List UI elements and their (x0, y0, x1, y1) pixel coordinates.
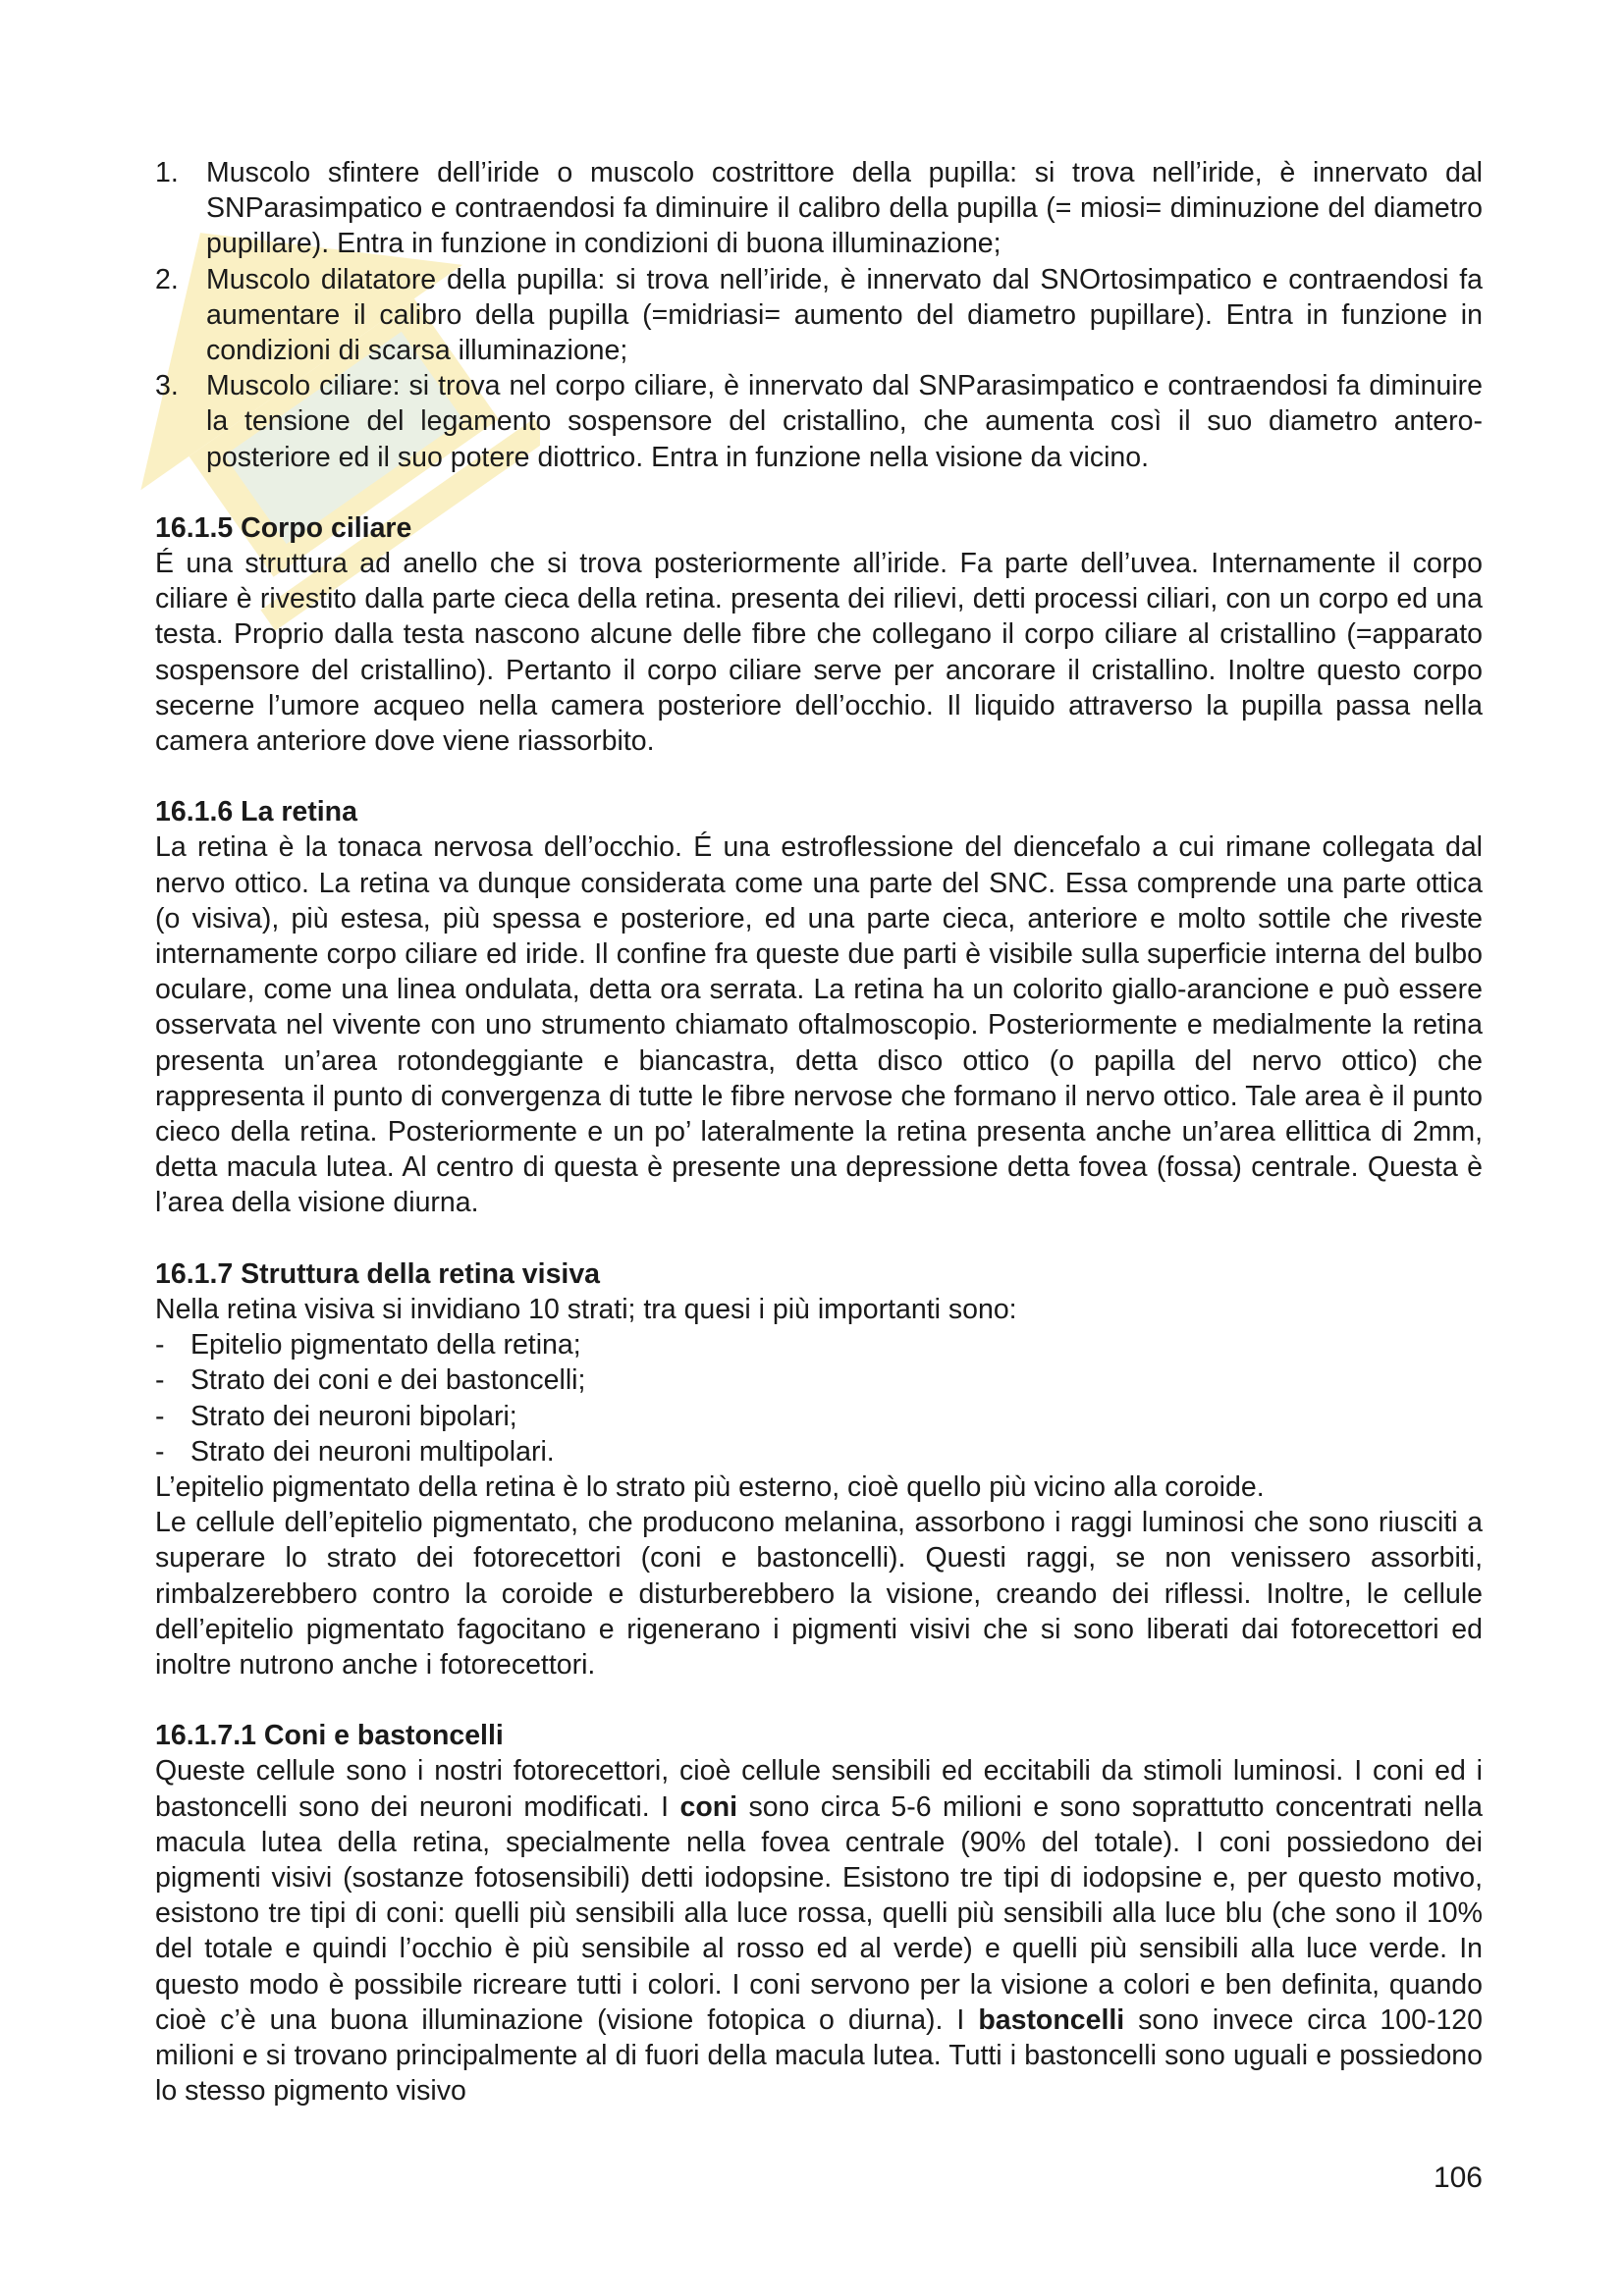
paragraph-struttura-intro: Nella retina visiva si invidiano 10 strati; tra quesi i più importanti sono: (155, 1293, 1017, 1325)
muscle-list (155, 155, 1483, 475)
list-text: Muscolo dilatatore della pupilla: si trova nell’iride, è innervato dal SNOrtosimpatico e contraendosi fa aumentare il calibro della pupilla (=midriasi= aumento del diametro pupillare). Entra in funzione in condizioni di scarsa illuminazione; (206, 263, 1483, 367)
list-number: 2. (155, 263, 179, 295)
list-item (155, 1399, 1483, 1434)
paragraph-corpo-ciliare: É una struttura ad anello che si trova posteriormente all’iride. Fa parte dell’uvea. Internamente il corpo ciliare è rivestito dalla parte cieca della retina. presenta dei rilievi, detti processi ciliari, con un corpo ed una testa. Proprio dalla testa nascono alcune delle fibre che collegano il corpo ciliare al cristallino (=apparato sospensore del cristallino). Pertanto il corpo ciliare serve per ancorare il cristallino. Inoltre questo corpo secerne l’umore acqueo nella camera posteriore dell’occhio. Il liquido attraverso la pupilla passa nella camera anteriore dove viene riassorbito. (155, 548, 1483, 758)
list-text: Strato dei neuroni bipolari; (190, 1400, 517, 1432)
bold-term-bastoncelli: bastoncelli (978, 2003, 1125, 2036)
text-run: sono circa 5-6 milioni e sono soprattutto concentrati nella macula lutea della retina, specialmente nella fovea centrale (90% del totale). I coni possiedono dei pigmenti visivi (sostanze fotosensibili) detti iodopsine. Esistono tre tipi di iodopsine e, per questo motivo, esistono tre tipi di coni: quelli più sensibili alla luce rossa, quelli più sensibili alla luce blu (che sono il 10% del totale e quindi l’occhio è più sensibile al rosso ed al verde) e quelli più sensibili alla luce verde. In questo modo è possibile ricreare tutti i colori. I coni servono per la visione a colori e ben definita, quando cioè c’è una buona illuminazione (visione fotopica o diurna). I (155, 1790, 1483, 2036)
section-heading-retina: 16.1.6 La retina (155, 796, 357, 828)
list-item (155, 155, 1483, 262)
list-item (155, 1362, 1483, 1398)
text-run: Queste cellule sono i nostri fotorecettori, cioè cellule sensibili ed eccitabili da stimoli luminosi. I coni ed i bastoncelli sono dei neuroni modificati. I (155, 1755, 1483, 1823)
list-item (155, 368, 1483, 475)
list-number: 1. (155, 157, 179, 188)
section-heading-corpo-ciliare: 16.1.5 Corpo ciliare (155, 511, 412, 544)
paragraph-epitelio: L’epitelio pigmentato della retina è lo strato più esterno, cioè quello più vicino alla coroide. (155, 1470, 1265, 1503)
list-number: 3. (155, 370, 179, 402)
text-run: sono invece circa 100-120 milioni e si trovano principalmente al di fuori della macula lutea. Tutti i bastoncelli sono uguali e possiedono lo stesso pigmento visivo (155, 2003, 1483, 2108)
section-heading-struttura-retina: 16.1.7 Struttura della retina visiva (155, 1257, 601, 1290)
paragraph-cellule-epitelio: Le cellule dell’epitelio pigmentato, che producono melanina, assorbono i raggi luminosi che sono riusciti a superare lo strato dei fotorecettori (coni e bastoncelli). Questi raggi, se non venissero assorbiti, rimbalzerebbero contro la coroide e disturberebbero la visione, creando dei riflessi. Inoltre, le cellule dell’epitelio pigmentato fagocitano e rigenerano i pigmenti visivi che si sono liberati dai fotorecettori ed inoltre nutrono anche i fotorecettori. (155, 1507, 1483, 1681)
paragraph-retina: La retina è la tonaca nervosa dell’occhio. É una estroflessione del diencefalo a cui rimane collegata dal nervo ottico. La retina va dunque considerata come una parte del SNC. Essa comprende una parte ottica (o visiva), più estesa, più spessa e posteriore, ed una parte cieca, anteriore e molto sottile che riveste internamente corpo ciliare ed iride. Il confine fra queste due parti è visibile sulla superficie interna del bulbo oculare, come una linea ondulata, detta ora serrata. La retina ha un colorito giallo-arancione e può essere osservata nel vivente con uno strumento chiamato oftalmoscopio. Posteriormente e medialmente la retina presenta un’area rotondeggiante e biancastra, detta disco ottico (o papilla del nervo ottico) che rappresenta il punto di convergenza di tutte le fibre nervose che formano il nervo ottico. Tale area è il punto cieco della retina. Posteriormente e un po’ lateralmente la retina presenta anche un’area ellittica di 2mm, detta macula lutea. Al centro di questa è presente una depressione detta fovea (fossa) centrale. Questa è l’area della visione diurna. (155, 831, 1483, 1219)
list-item (155, 1434, 1483, 1469)
dash-bullet: - (155, 1400, 165, 1432)
layers-list (155, 1327, 1483, 1469)
dash-bullet: - (155, 1329, 165, 1362)
list-text: Muscolo ciliare: si trova nel corpo ciliare, è innervato dal SNParasimpatico e contraendosi fa diminuire la tensione del legamento sospensore del cristallino, che aumenta così il suo diametro antero-posteriore ed il suo potere diottrico. Entra in funzione nella visione da vicino. (206, 370, 1483, 473)
bold-term-coni: coni (679, 1790, 738, 1823)
document-page (155, 155, 1483, 2109)
list-text: Strato dei neuroni multipolari. (190, 1435, 555, 1468)
dash-bullet: - (155, 1364, 165, 1397)
list-item (155, 262, 1483, 369)
page-number: 106 (1433, 2162, 1483, 2194)
dash-bullet: - (155, 1435, 165, 1468)
list-text: Muscolo sfintere dell’iride o muscolo costrittore della pupilla: si trova nell’iride, è innervato dal SNParasimpatico e contraendosi fa diminuire il calibro della pupilla (= miosi= diminuzione del diametro pupillare). Entra in funzione in condizioni di buona illuminazione; (206, 157, 1483, 260)
list-item (155, 1327, 1483, 1362)
section-heading-coni-bastoncelli: 16.1.7.1 Coni e bastoncelli (155, 1720, 504, 1752)
list-text: Epitelio pigmentato della retina; (190, 1329, 581, 1362)
paragraph-coni-bastoncelli (155, 1753, 1483, 2109)
list-text: Strato dei coni e dei bastoncelli; (190, 1364, 586, 1397)
